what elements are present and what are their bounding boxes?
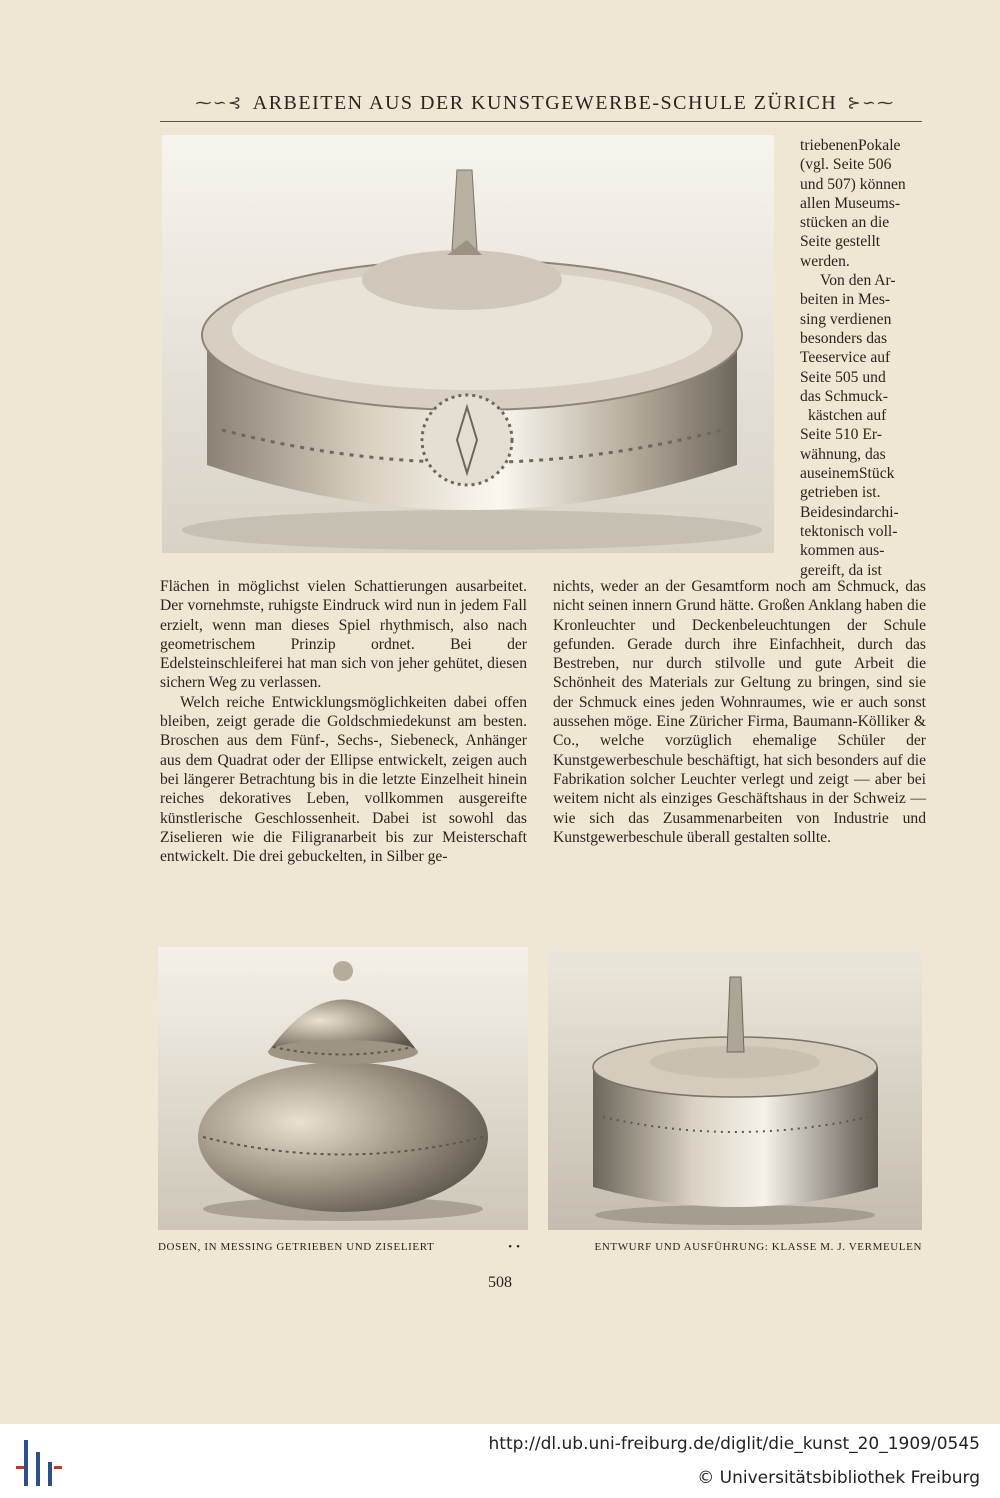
right-paragraph-1: nichts, weder an der Gesamtform noch am Schmuck, das nicht seinen innern Grund hätte. Großen Anklang haben die Kronleuchter und Deckenbeleuchtungen der Schule gefunden. Gerade durch ihre Einfachheit, durch das Bestreben, nur durch stilvolle und gute Arbeit die Schönheit des Materials zur Geltung zu bringen, sind sie der Schmuck eines jeden Wohnraumes, wie er auch sonst aussehen möge. Eine Züricher Firma, Baumann-Kölliker & Co., welche vorzüglich ehemalige Schüler der Kunstgewerbeschule beschäftigt, hat sich besonders auf die Fabrikation solcher Leuchter verlegt und zeigt — aber bei weitem nicht als einziges Geschäftshaus in der Schweiz — wie sich das Zusammenarbeiten von Industrie und Kunstgewerbeschule überall gestalten sollte. bbox=[553, 578, 926, 846]
photo-lidded-box bbox=[548, 947, 922, 1230]
lidded-box-icon bbox=[548, 947, 922, 1230]
page-number: 508 bbox=[488, 1274, 512, 1291]
photo-oval-box bbox=[162, 135, 774, 553]
left-paragraph-1: Flächen in möglichst vielen Schattierungen ausarbeitet. Der vornehmste, ruhigste Eindruck wird nun in jedem Fall erzielt, wenn man dieses Spiel rhythmisch, also nach geometrischem Prinzip ordnet. Bei der Edelsteinschleiferei hat man sich von jeher gehütet, diesen sichern Weg zu verlassen. bbox=[160, 578, 527, 692]
running-header bbox=[160, 90, 930, 116]
text-line: beiten in Mes- bbox=[800, 291, 891, 309]
text-line: Seite 505 und bbox=[800, 368, 886, 386]
ornament-left-icon: ⁓∽⊰ bbox=[195, 95, 243, 112]
text-line: werden. bbox=[800, 252, 850, 270]
narrow-column bbox=[800, 136, 927, 580]
caption-right: ENTWURF UND AUSFÜHRUNG: KLASSE M. J. VERMEULEN bbox=[594, 1241, 922, 1253]
ornament-right-icon: ⊱∽⁓ bbox=[847, 95, 895, 112]
text-line: tektonisch voll- bbox=[800, 522, 898, 540]
text-line: Seite gestellt bbox=[800, 233, 881, 251]
text-line: kästchen auf bbox=[808, 407, 887, 425]
text-line: (vgl. Seite 506 bbox=[800, 156, 892, 174]
library-logo-icon bbox=[14, 1438, 64, 1488]
round-box-icon bbox=[158, 947, 528, 1230]
caption-left: DOSEN, IN MESSING GETRIEBEN UND ZISELIERT bbox=[158, 1241, 435, 1253]
text-line: sing verdienen bbox=[800, 310, 892, 328]
oval-box-icon bbox=[162, 135, 774, 553]
copyright-notice: © Universitätsbibliothek Freiburg bbox=[697, 1468, 980, 1488]
text-line: getrieben ist. bbox=[800, 484, 881, 502]
text-line: besonders das bbox=[800, 329, 888, 347]
right-column bbox=[553, 577, 926, 847]
left-column bbox=[160, 577, 527, 866]
figure-caption bbox=[158, 1241, 922, 1253]
source-url[interactable]: http://dl.ub.uni-freiburg.de/diglit/die_kunst_20_1909/0545 bbox=[488, 1434, 980, 1454]
text-line: wähnung, das bbox=[800, 445, 886, 463]
text-line: Seite 510 Er- bbox=[800, 426, 882, 444]
text-line: stücken an die bbox=[800, 214, 890, 232]
text-line: das Schmuck- bbox=[800, 387, 888, 405]
text-line: kommen aus- bbox=[800, 542, 885, 560]
left-paragraph-2: Welch reiche Entwicklungsmöglichkeiten dabei offen bleiben, zeigt gerade die Goldschmiedekunst am besten. Broschen aus dem Fünf-, Sechs-, Siebeneck, Anhänger aus dem Quadrat oder der Ellipse entwickelt, zeigen auch bei längerer Betrachtung bis in die letzte Einzelheit hinein reiches dekoratives Leben, vollkommen ausgereifte künstlerische Geschlossenheit. Dabei ist sowohl das Ziselieren wie die Filigranarbeit bis zur Meisterschaft entwickelt. Die drei gebuckelten, in Silber ge- bbox=[160, 693, 527, 866]
caption-separator: • • bbox=[508, 1241, 521, 1253]
photo-round-box bbox=[158, 947, 528, 1230]
library-footer bbox=[0, 1424, 1000, 1498]
header-title: ARBEITEN AUS DER KUNSTGEWERBE-SCHULE ZÜRICH bbox=[252, 91, 838, 114]
text-line: Beidesindarchi- bbox=[800, 503, 899, 521]
text-line: Teeservice auf bbox=[800, 349, 891, 367]
text-line: auseinemStück bbox=[800, 465, 895, 483]
text-line: gereift, da ist bbox=[800, 561, 882, 579]
text-line: allen Museums- bbox=[800, 194, 901, 212]
text-line: Von den Ar- bbox=[820, 272, 896, 290]
text-line: und 507) können bbox=[800, 175, 906, 193]
header-rule bbox=[160, 121, 922, 122]
text-line: triebenenPokale bbox=[800, 137, 901, 154]
